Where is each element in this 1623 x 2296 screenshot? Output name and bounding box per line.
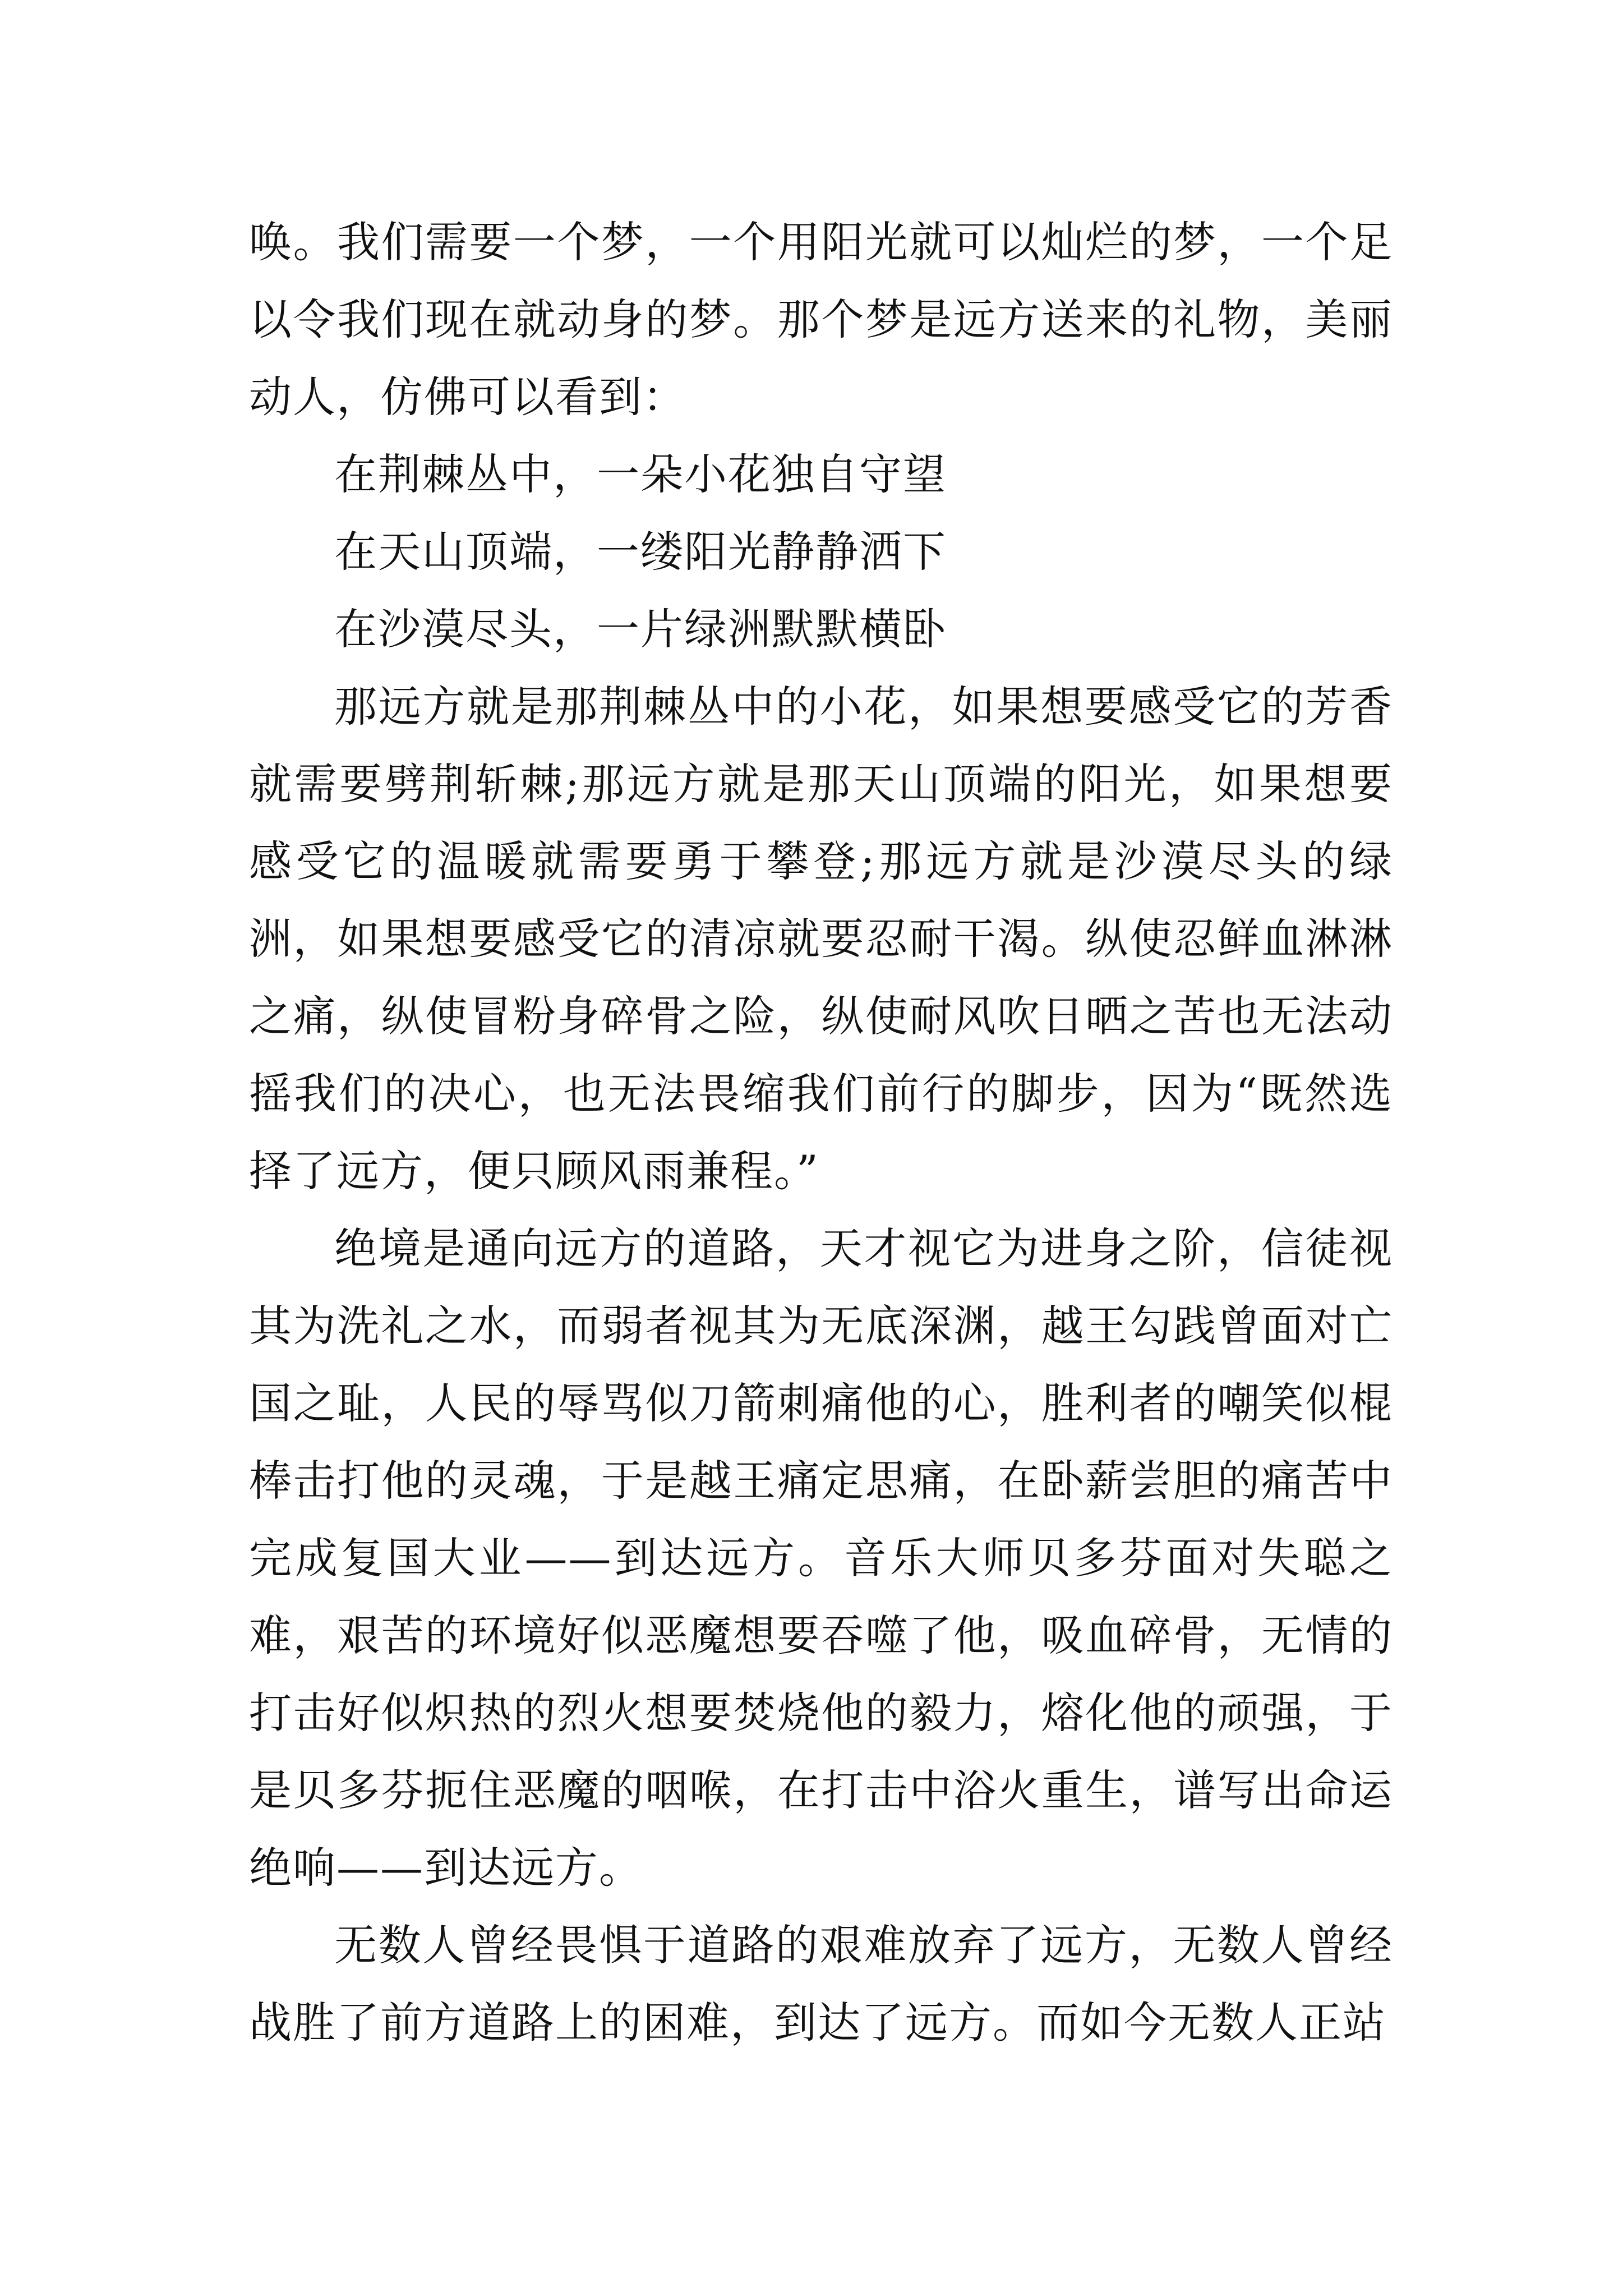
paragraph-adversity-examples: 绝境是通向远方的道路，天才视它为进身之阶，信徒视其为洗礼之水，而弱者视其为无底深渊，越王勾践曾面对亡国之耻，人民的辱骂似刀箭刺痛他的心，胜利者的嘲笑似棍棒击打他的灵魂，于是越王痛定思痛，在卧薪尝胆的痛苦中完成复国大业——到达远方。音乐大师贝多芬面对失聪之难，艰苦的环境好似恶魔想要吞噬了他，吸血碎骨，无情的打击好似炽热的烈火想要焚烧他的毅力，熔化他的顽强，于是贝多芬扼住恶魔的咽喉，在打击中浴火重生，谱写出命运绝响——到达远方。 <box>249 1223 1393 1893</box>
paragraph-continued-dream: 唤。我们需要一个梦，一个用阳光就可以灿烂的梦，一个足以令我们现在就动身的梦。那个梦是远方送来的礼物，美丽动人，仿佛可以看到： <box>249 217 1393 422</box>
poem-line-desert: 在沙漠尽头，一片绿洲默默横卧 <box>334 604 947 654</box>
paragraph-countless-people: 无数人曾经畏惧于道路的艰难放弃了远方，无数人曾经战胜了前方道路上的困难，到达了远方。而如今无数人正站 <box>249 1920 1393 2047</box>
poem-line-thorns: 在荆棘丛中，一朵小花独自守望 <box>334 449 947 499</box>
poem-line-tianshan: 在天山顶端，一缕阳光静静洒下 <box>334 527 947 577</box>
paragraph-distance-meaning: 那远方就是那荆棘丛中的小花，如果想要感受它的芳香就需要劈荆斩棘;那远方就是那天山顶端的阳光，如果想要感受它的温暖就需要勇于攀登;那远方就是沙漠尽头的绿洲，如果想要感受它的清凉就要忍耐干渴。纵使忍鲜血淋淋之痛，纵使冒粉身碎骨之险，纵使耐风吹日晒之苦也无法动摇我们的决心，也无法畏缩我们前行的脚步，因为“既然选择了远方，便只顾风雨兼程。” <box>249 682 1393 1196</box>
document-body <box>249 204 1393 2062</box>
